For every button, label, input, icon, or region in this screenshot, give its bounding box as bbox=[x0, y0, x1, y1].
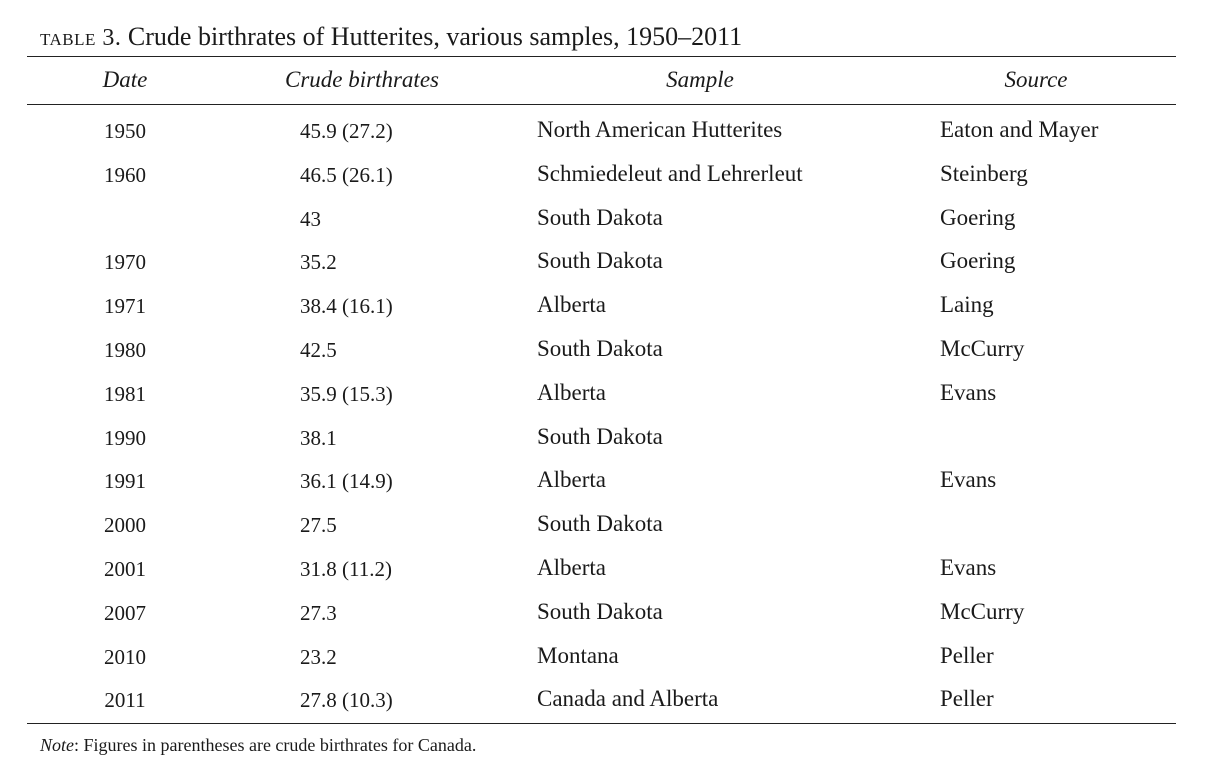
table-row bbox=[0, 239, 1213, 283]
cell-date: 1981 bbox=[104, 381, 146, 406]
table-row bbox=[0, 634, 1213, 678]
cell-date: 1960 bbox=[104, 162, 146, 187]
cell-crude-birthrate: 35.2 bbox=[300, 250, 337, 275]
cell-sample: Alberta bbox=[537, 379, 606, 405]
table-row bbox=[0, 415, 1213, 459]
note-text: : Figures in parentheses are crude birthrates for Canada. bbox=[74, 735, 477, 755]
top-rule bbox=[27, 56, 1176, 57]
cell-crude-birthrate: 38.1 bbox=[300, 425, 337, 450]
cell-crude-birthrate: 38.4 (16.1) bbox=[300, 294, 393, 319]
cell-crude-birthrate: 23.2 bbox=[300, 644, 337, 669]
cell-sample: South Dakota bbox=[537, 204, 663, 230]
header-sample: Sample bbox=[666, 67, 734, 92]
cell-date: 1991 bbox=[104, 469, 146, 494]
cell-crude-birthrate: 27.3 bbox=[300, 600, 337, 625]
cell-sample: North American Hutterites bbox=[537, 117, 783, 142]
cell-source: Evans bbox=[940, 554, 997, 580]
table-row bbox=[0, 371, 1213, 415]
table-caption-label: table 3. bbox=[40, 25, 122, 51]
cell-source: Goering bbox=[940, 248, 1016, 274]
cell-source: Eaton and Mayer bbox=[940, 117, 1099, 142]
cell-sample: South Dakota bbox=[537, 335, 663, 361]
cell-source: McCurry bbox=[940, 335, 1025, 361]
header-date: Date bbox=[102, 67, 148, 92]
table-row bbox=[0, 152, 1213, 196]
cell-sample: Canada and Alberta bbox=[537, 686, 719, 712]
bottom-rule bbox=[27, 723, 1176, 724]
cell-sample: Alberta bbox=[537, 292, 606, 318]
cell-sample: South Dakota bbox=[537, 423, 663, 449]
cell-sample: South Dakota bbox=[537, 248, 663, 274]
cell-date: 1980 bbox=[104, 337, 146, 362]
cell-source: Peller bbox=[940, 686, 994, 712]
table-body bbox=[0, 108, 1213, 721]
table-caption-title: Crude birthrates of Hutterites, various samples, 1950–2011 bbox=[127, 22, 743, 51]
cell-date: 1970 bbox=[104, 250, 146, 275]
table-row bbox=[0, 196, 1213, 240]
header-rule bbox=[27, 104, 1176, 105]
table-row bbox=[0, 502, 1213, 546]
table-row bbox=[0, 108, 1213, 152]
table-row bbox=[0, 546, 1213, 590]
cell-source: Steinberg bbox=[940, 160, 1028, 186]
cell-crude-birthrate: 42.5 bbox=[300, 337, 337, 362]
cell-crude-birthrate: 27.5 bbox=[300, 513, 337, 538]
header-crude-birthrates: Crude birthrates bbox=[285, 67, 439, 92]
table-row bbox=[0, 677, 1213, 721]
cell-sample: Schmiedeleut and Lehrerleut bbox=[537, 160, 803, 186]
cell-source: McCurry bbox=[940, 598, 1025, 624]
table-row bbox=[0, 590, 1213, 634]
cell-source: Evans bbox=[940, 467, 997, 493]
cell-source: Goering bbox=[940, 204, 1016, 230]
cell-crude-birthrate: 43 bbox=[300, 206, 321, 231]
cell-date: 2001 bbox=[104, 556, 146, 581]
cell-date: 2010 bbox=[104, 644, 146, 669]
table-row bbox=[0, 283, 1213, 327]
cell-crude-birthrate: 46.5 (26.1) bbox=[300, 162, 393, 187]
cell-crude-birthrate: 45.9 (27.2) bbox=[300, 119, 393, 143]
table-caption bbox=[40, 20, 742, 55]
cell-source: Evans bbox=[940, 379, 997, 405]
cell-crude-birthrate: 31.8 (11.2) bbox=[300, 556, 392, 581]
note-label: Note bbox=[40, 735, 74, 755]
cell-sample: South Dakota bbox=[537, 511, 663, 537]
cell-date: 2007 bbox=[104, 600, 146, 625]
cell-crude-birthrate: 27.8 (10.3) bbox=[300, 688, 393, 713]
cell-source: Peller bbox=[940, 642, 994, 668]
cell-sample: Alberta bbox=[537, 467, 606, 493]
table-row bbox=[0, 458, 1213, 502]
cell-sample: South Dakota bbox=[537, 598, 663, 624]
cell-crude-birthrate: 35.9 (15.3) bbox=[300, 381, 393, 406]
cell-crude-birthrate: 36.1 (14.9) bbox=[300, 469, 393, 494]
table-row bbox=[0, 327, 1213, 371]
cell-date: 2000 bbox=[104, 513, 146, 538]
cell-sample: Alberta bbox=[537, 554, 606, 580]
cell-date: 1950 bbox=[104, 119, 146, 143]
cell-source: Laing bbox=[940, 292, 994, 318]
cell-date: 2011 bbox=[104, 688, 146, 713]
header-source: Source bbox=[1004, 67, 1068, 92]
cell-date: 1990 bbox=[104, 425, 146, 450]
cell-date: 1971 bbox=[104, 294, 146, 319]
table-note bbox=[40, 732, 476, 758]
cell-sample: Montana bbox=[537, 642, 619, 668]
